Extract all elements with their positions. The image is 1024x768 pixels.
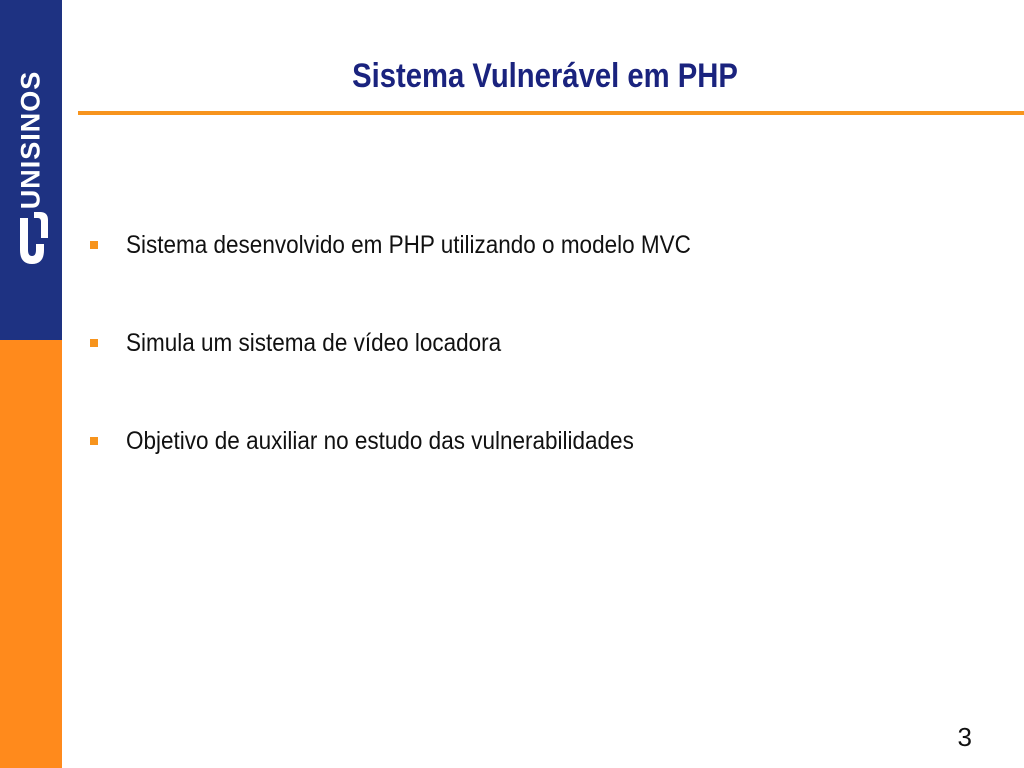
bullet-list: [90, 228, 990, 522]
logo-text: UNISINOS: [15, 70, 46, 210]
list-item: [90, 326, 990, 424]
unisinos-logo: [0, 0, 62, 340]
side-bar: [0, 0, 62, 768]
page-number: 3: [957, 722, 972, 752]
bullet-text: Objetivo de auxiliar no estudo das vulnerabilidades: [126, 427, 634, 455]
bullet-text: Sistema desenvolvido em PHP utilizando o modelo MVC: [126, 231, 691, 259]
side-bar-orange-section: [0, 340, 62, 768]
square-bullet-icon: [90, 241, 98, 249]
bullet-text: Simula um sistema de vídeo locadora: [126, 329, 502, 357]
logo-mark-icon: [14, 210, 50, 270]
title-underline: [78, 111, 1024, 115]
square-bullet-icon: [90, 437, 98, 445]
list-item: [90, 228, 990, 326]
square-bullet-icon: [90, 339, 98, 347]
list-item: [90, 424, 990, 522]
slide-title: Sistema Vulnerável em PHP: [352, 57, 738, 95]
